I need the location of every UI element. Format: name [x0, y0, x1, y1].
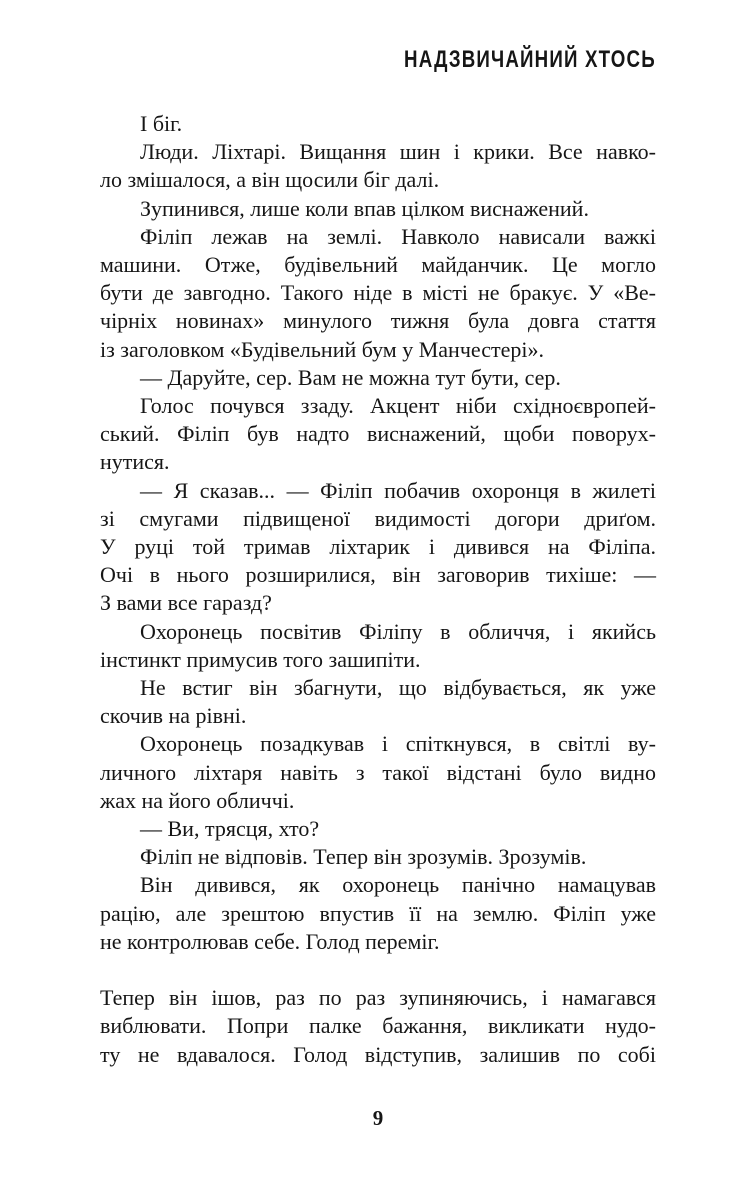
running-header-text: НАДЗВИЧАЙНИЙ ХТОСЬ — [404, 46, 656, 73]
text-line: виблювати. Попри палке бажання, викликати нудо- — [100, 1013, 656, 1039]
paragraph — [100, 477, 656, 618]
text-line: Філіп не відповів. Тепер він зрозумів. Зрозумів. — [140, 844, 587, 870]
text-line: скочив на рівні. — [100, 703, 247, 729]
paragraph — [100, 815, 656, 843]
text-line: із заголовком «Будівельний бум у Манчестері». — [100, 336, 544, 362]
text-line: ту не вдавалося. Голод відступив, залишив по собі — [100, 1041, 656, 1067]
running-header — [333, 46, 656, 74]
text-line: У руці той тримав ліхтарик і дивився на Філіпа. — [100, 534, 656, 560]
text-line: Не встиг він збагнути, що відбувається, як уже — [140, 675, 656, 701]
page-number: 9 — [372, 1106, 384, 1130]
text-line: Люди. Ліхтарі. Вищання шин і крики. Все навко- — [140, 139, 656, 165]
paragraph — [100, 195, 656, 223]
text-line: З вами все гаразд? — [100, 590, 272, 616]
text-line: Він дивився, як охоронець панічно намацував — [140, 872, 656, 898]
paragraph — [100, 674, 656, 730]
text-line: личного ліхтаря навіть з такої відстані було видно — [100, 759, 656, 785]
text-line: машини. Отже, будівельний майданчик. Це могло — [100, 252, 656, 278]
paragraph — [100, 871, 656, 956]
text-line: — Я сказав... — Філіп побачив охоронця в жилеті — [140, 477, 656, 503]
text-line: І біг. — [140, 111, 183, 136]
text-line: — Ви, трясця, хто? — [140, 816, 320, 842]
paragraph — [100, 984, 656, 1069]
text-line: ло змішалося, а він щосили біг далі. — [100, 167, 440, 193]
text-line: інстинкт примусив того зашипіти. — [100, 646, 421, 672]
text-line: ський. Філіп був надто виснажений, щоби поворух- — [100, 421, 656, 447]
text-line: жах на його обличчі. — [100, 787, 295, 813]
text-block — [100, 110, 656, 1069]
text-line: Голос почувся ззаду. Акцент ніби східноєвропей- — [140, 393, 656, 419]
text-line: Охоронець посвітив Філіпу в обличчя, і якийсь — [140, 618, 656, 644]
paragraph — [100, 392, 656, 477]
paragraph — [100, 138, 656, 194]
text-line: Тепер він ішов, раз по раз зупиняючись, і намагався — [100, 985, 656, 1011]
text-line: чірніх новинах» минулого тижня була довга стаття — [100, 308, 656, 334]
text-line: нутися. — [100, 449, 170, 475]
text-line: не контролював себе. Голод переміг. — [100, 928, 440, 954]
text-line: Філіп лежав на землі. Навколо нависали важкі — [140, 223, 656, 249]
paragraph — [100, 364, 656, 392]
text-line: бути де завгодно. Такого ніде в місті не бракує. У «Ве- — [100, 280, 656, 306]
paragraph — [100, 223, 656, 364]
text-line: Очі в нього розширилися, він заговорив тихіше: — — [100, 562, 656, 588]
paragraph — [100, 110, 656, 138]
text-line: рацію, але зрештою впустив її на землю. Філіп уже — [100, 900, 656, 926]
paragraph — [100, 618, 656, 674]
paragraph — [100, 730, 656, 815]
text-line: Охоронець позадкував і спіткнувся, в світлі ву- — [140, 731, 656, 757]
paragraph — [100, 843, 656, 871]
text-line: Зупинився, лише коли впав цілком виснажений. — [140, 195, 589, 221]
text-line: — Даруйте, сер. Вам не можна тут бути, сер. — [140, 364, 561, 390]
text-line: зі смугами підвищеної видимості догори дриґом. — [100, 505, 656, 531]
